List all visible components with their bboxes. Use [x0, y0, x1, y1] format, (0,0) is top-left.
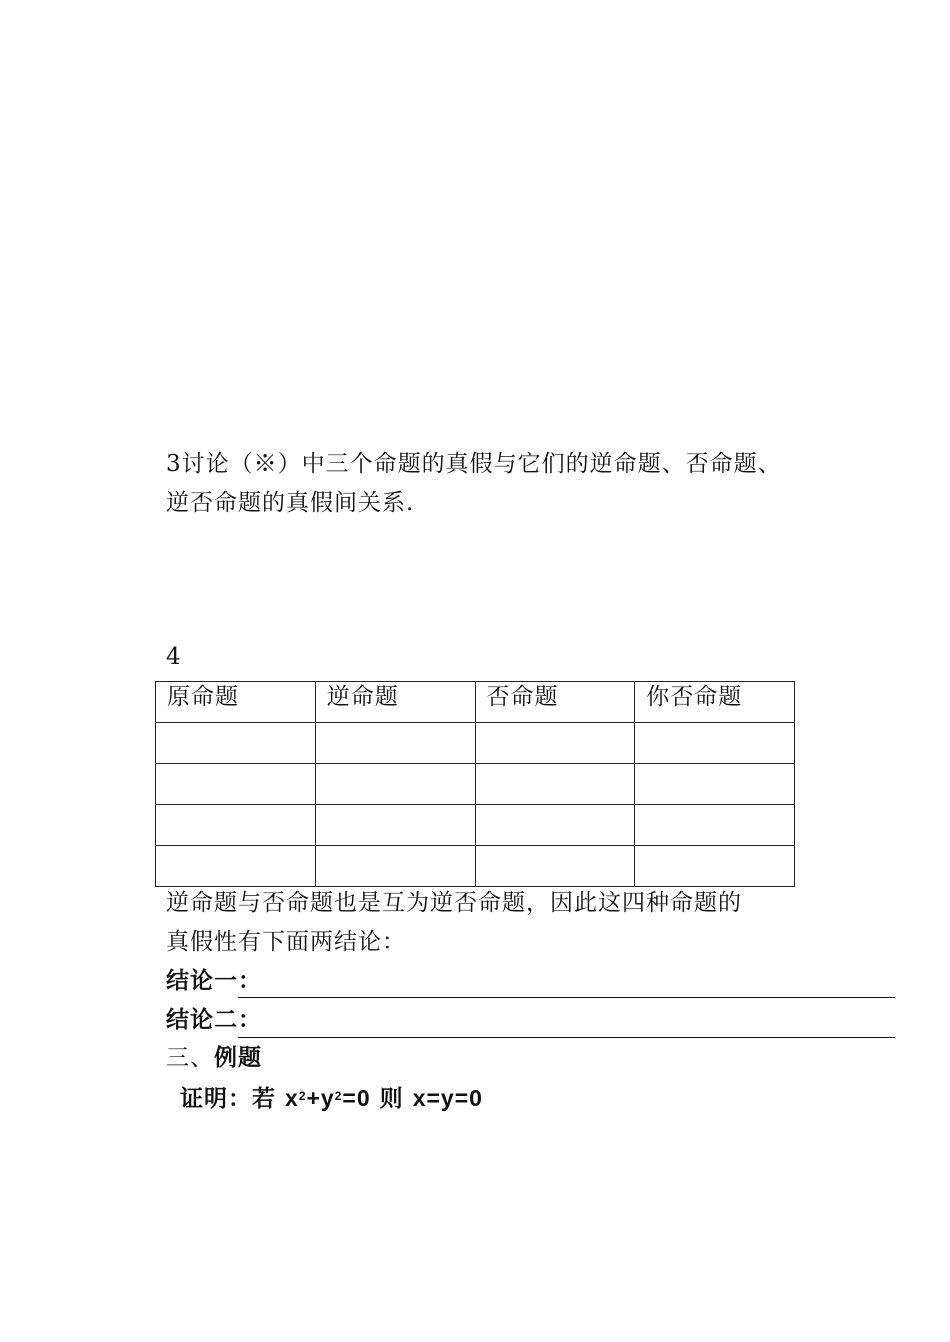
table-row [156, 846, 795, 887]
table-cell [475, 723, 635, 764]
header-cell-converse: 逆命题 [315, 682, 475, 723]
item4-after-line2: 真假性有下面两结论： [166, 929, 406, 955]
table-cell [156, 846, 316, 887]
conclusion-one-label: 结论一： [166, 968, 262, 994]
proof-result: x=y=0 [412, 1085, 483, 1111]
table-cell [475, 805, 635, 846]
proof-math-eq: =0 [342, 1085, 371, 1111]
header-cell-original: 原命题 [156, 682, 316, 723]
item4-after-line1: 逆命题与否命题也是互为逆否命题，因此这四种命题的 [166, 890, 742, 916]
table-row [156, 723, 795, 764]
item3-line1: 3讨论（※）中三个命题的真假与它们的逆命题、否命题、 [166, 451, 782, 477]
proof-exponent-2: 2 [334, 1089, 343, 1103]
section-three-prefix: 三、 [166, 1045, 214, 1071]
section-three-title: 例题 [214, 1045, 262, 1071]
proof-statement [180, 1079, 483, 1118]
table-cell [475, 846, 635, 887]
table-row [156, 805, 795, 846]
header-cell-contrapositive: 你否命题 [635, 682, 795, 723]
conclusion-two-label: 结论二： [166, 1007, 262, 1033]
item4-number: 4 [166, 644, 182, 670]
proof-label: 证明：若 [180, 1086, 276, 1112]
table-cell [315, 846, 475, 887]
proof-exponent-1: 2 [298, 1089, 307, 1103]
conclusion-two-blank [238, 1037, 895, 1038]
table-row [156, 764, 795, 805]
table-cell [475, 764, 635, 805]
table-cell [635, 846, 795, 887]
section-three-heading [166, 1039, 262, 1077]
table-cell [315, 764, 475, 805]
propositions-table [155, 681, 795, 887]
table-cell [635, 764, 795, 805]
table-cell [635, 723, 795, 764]
table-cell [156, 805, 316, 846]
table-cell [315, 805, 475, 846]
table-cell [635, 805, 795, 846]
table-cell [156, 764, 316, 805]
table-header-row [156, 682, 795, 723]
proof-then: 则 [379, 1086, 404, 1112]
header-cell-inverse: 否命题 [475, 682, 635, 723]
table-cell [315, 723, 475, 764]
table-cell [156, 723, 316, 764]
conclusion-one-blank [238, 997, 895, 998]
proof-math-plus-y: +y [306, 1085, 335, 1111]
proof-math-x: x [285, 1085, 299, 1111]
item3-line2: 逆否命题的真假间关系. [166, 490, 415, 516]
